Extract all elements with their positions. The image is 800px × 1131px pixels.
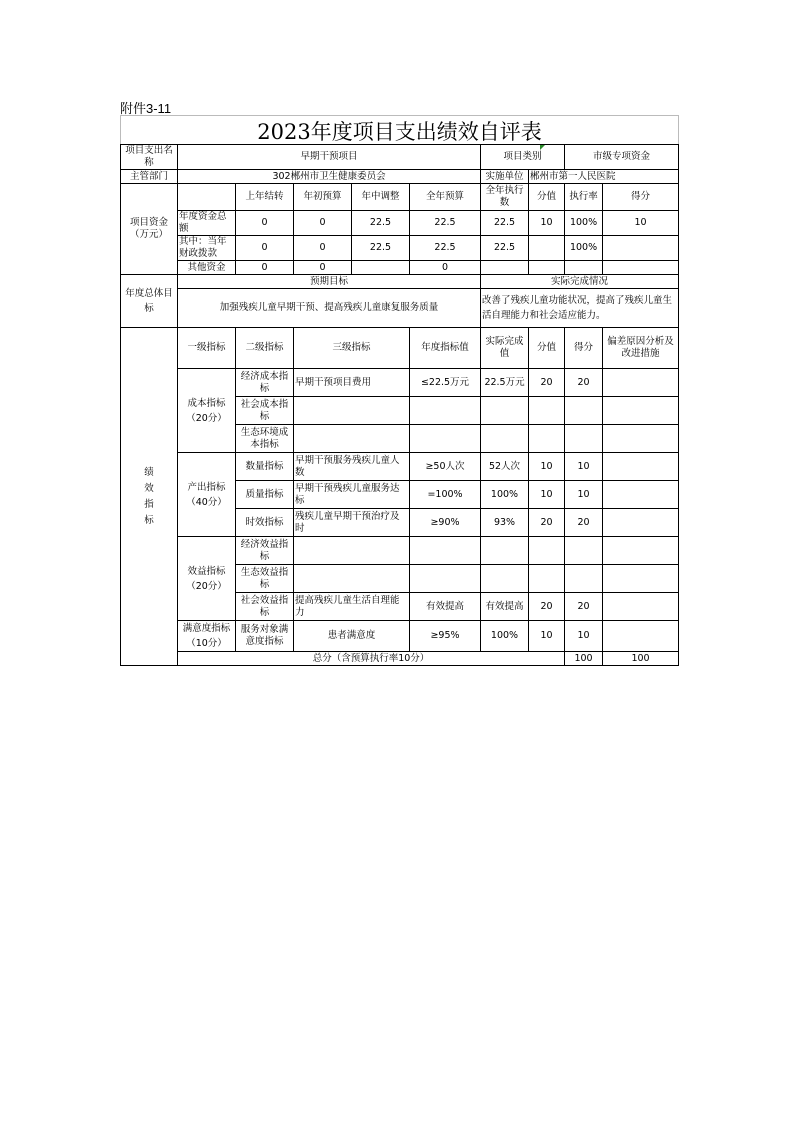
actual-cell: 93%: [481, 509, 529, 537]
reason-cell: [603, 621, 679, 652]
level2-cell: 经济效益指标: [236, 537, 294, 565]
funds-cell: 22.5: [481, 211, 529, 236]
funds-header-0: 上年结转: [236, 184, 294, 211]
funds-cell: 22.5: [481, 236, 529, 261]
funds-cell: 0: [294, 261, 352, 275]
funds-row: [121, 261, 679, 275]
score-cell: 20: [529, 593, 565, 621]
funds-row: [121, 236, 679, 261]
funds-header-7: 得分: [603, 184, 679, 211]
funds-row-name: 其中：当年财政拨款: [178, 236, 236, 261]
indicator-header-0: 一级指标: [178, 328, 236, 369]
actual-cell: 52人次: [481, 453, 529, 481]
funds-cell: 10: [603, 211, 679, 236]
goal-expected: 加强残疾儿童早期干预、提高残疾儿童康复服务质量: [178, 289, 481, 328]
level3-cell: 早期干预残疾儿童服务达标: [294, 481, 410, 509]
target-cell: =100%: [410, 481, 481, 509]
got-cell: [565, 537, 603, 565]
level1-satisfaction: 满意度指标（10分）: [178, 621, 236, 652]
level3-cell: 早期干预项目费用: [294, 369, 410, 397]
target-cell: ≥90%: [410, 509, 481, 537]
target-cell: ≥50人次: [410, 453, 481, 481]
score-cell: 10: [529, 621, 565, 652]
got-cell: [565, 565, 603, 593]
unit-value: 郴州市第一人民医院: [529, 170, 679, 184]
attachment-label: 附件3-11: [120, 101, 172, 116]
level2-cell: 生态环境成本指标: [236, 425, 294, 453]
level3-cell: 患者满意度: [294, 621, 410, 652]
score-cell: 20: [529, 509, 565, 537]
indicator-header-3: 年度指标值: [410, 328, 481, 369]
score-cell: 10: [529, 453, 565, 481]
goal-label: 年度总体目标: [121, 275, 178, 328]
funds-header-row: [121, 184, 679, 211]
funds-cell: 0: [236, 211, 294, 236]
funds-cell: 22.5: [410, 211, 481, 236]
indicator-row: [121, 537, 679, 565]
project-name-label: 项目支出名称: [121, 145, 178, 170]
score-cell: [529, 565, 565, 593]
level3-cell: [294, 565, 410, 593]
funds-header-blank: [178, 184, 236, 211]
goal-actual-header: 实际完成情况: [481, 275, 679, 289]
actual-cell: 100%: [481, 481, 529, 509]
indicator-row: [121, 369, 679, 397]
funds-row: [121, 211, 679, 236]
got-cell: 10: [565, 621, 603, 652]
evaluation-table: [120, 144, 679, 666]
indicator-header-row: [121, 328, 679, 369]
level2-cell: 社会效益指标: [236, 593, 294, 621]
funds-cell: 0: [410, 261, 481, 275]
actual-cell: 22.5万元: [481, 369, 529, 397]
level3-cell: 残疾儿童早期干预治疗及时: [294, 509, 410, 537]
unit-label: 实施单位: [481, 170, 529, 184]
level2-cell: 时效指标: [236, 509, 294, 537]
reason-cell: [603, 425, 679, 453]
category-value: 市级专项资金: [565, 145, 679, 170]
funds-cell: [529, 261, 565, 275]
funds-cell: [352, 261, 410, 275]
level1-cost: 成本指标（20分）: [178, 369, 236, 453]
funds-cell: [603, 261, 679, 275]
funds-row-name: 年度资金总额: [178, 211, 236, 236]
level2-cell: 数量指标: [236, 453, 294, 481]
funds-row-name: 其他资金: [178, 261, 236, 275]
info-row-dept: [121, 170, 679, 184]
got-cell: 20: [565, 369, 603, 397]
funds-cell: 10: [529, 211, 565, 236]
indicator-header-1: 二级指标: [236, 328, 294, 369]
actual-cell: 100%: [481, 621, 529, 652]
target-cell: [410, 565, 481, 593]
indicators-label-text: 绩效指标: [144, 466, 154, 526]
got-cell: 10: [565, 481, 603, 509]
funds-header-4: 全年执行数: [481, 184, 529, 211]
funds-header-2: 年中调整: [352, 184, 410, 211]
level2-cell: 社会成本指标: [236, 397, 294, 425]
indicator-header-2: 三级指标: [294, 328, 410, 369]
level2-cell: 生态效益指标: [236, 565, 294, 593]
reason-cell: [603, 509, 679, 537]
level3-cell: [294, 537, 410, 565]
indicator-header-7: 偏差原因分析及改进措施: [603, 328, 679, 369]
category-label: 项目类别: [481, 145, 565, 170]
score-cell: [529, 537, 565, 565]
got-cell: 10: [565, 453, 603, 481]
funds-cell: 22.5: [410, 236, 481, 261]
actual-cell: [481, 425, 529, 453]
level2-cell: 服务对象满意度指标: [236, 621, 294, 652]
total-score: 100: [565, 652, 603, 666]
total-row: [121, 652, 679, 666]
funds-label: 项目资金（万元）: [121, 184, 178, 275]
info-row-project: [121, 145, 679, 170]
indicators-label: [121, 328, 178, 666]
funds-cell: 0: [294, 236, 352, 261]
level2-cell: 经济成本指标: [236, 369, 294, 397]
indicator-row: [121, 453, 679, 481]
target-cell: [410, 397, 481, 425]
funds-cell: 22.5: [352, 211, 410, 236]
score-cell: [529, 425, 565, 453]
level3-cell: 提高残疾儿童生活自理能力: [294, 593, 410, 621]
funds-cell: 22.5: [352, 236, 410, 261]
got-cell: 20: [565, 593, 603, 621]
funds-header-6: 执行率: [565, 184, 603, 211]
dept-label: 主管部门: [121, 170, 178, 184]
reason-cell: [603, 453, 679, 481]
level3-cell: [294, 425, 410, 453]
target-cell: ≥95%: [410, 621, 481, 652]
funds-cell: 0: [236, 236, 294, 261]
reason-cell: [603, 565, 679, 593]
funds-cell: [565, 261, 603, 275]
funds-cell: [529, 236, 565, 261]
goal-expected-header: 预期目标: [178, 275, 481, 289]
funds-cell: [481, 261, 529, 275]
goal-content-row: [121, 289, 679, 328]
total-label: 总分（含预算执行率10分）: [178, 652, 565, 666]
score-cell: [529, 397, 565, 425]
actual-cell: 有效提高: [481, 593, 529, 621]
funds-header-5: 分值: [529, 184, 565, 211]
goal-header-row: [121, 275, 679, 289]
actual-cell: [481, 397, 529, 425]
got-cell: [565, 397, 603, 425]
reason-cell: [603, 397, 679, 425]
target-cell: [410, 425, 481, 453]
dept-value: 302郴州市卫生健康委员会: [178, 170, 481, 184]
funds-header-3: 全年预算: [410, 184, 481, 211]
funds-header-1: 年初预算: [294, 184, 352, 211]
actual-cell: [481, 565, 529, 593]
actual-cell: [481, 537, 529, 565]
indicator-header-5: 分值: [529, 328, 565, 369]
reason-cell: [603, 481, 679, 509]
funds-cell: 100%: [565, 236, 603, 261]
got-cell: [565, 425, 603, 453]
level1-output: 产出指标（40分）: [178, 453, 236, 537]
total-got: 100: [603, 652, 679, 666]
score-cell: 10: [529, 481, 565, 509]
reason-cell: [603, 537, 679, 565]
indicator-row: [121, 621, 679, 652]
reason-cell: [603, 369, 679, 397]
indicator-header-6: 得分: [565, 328, 603, 369]
target-cell: ≤22.5万元: [410, 369, 481, 397]
target-cell: 有效提高: [410, 593, 481, 621]
page-title: 2023年度项目支出绩效自评表: [120, 115, 679, 146]
score-cell: 20: [529, 369, 565, 397]
indicator-header-4: 实际完成值: [481, 328, 529, 369]
level1-benefit: 效益指标（20分）: [178, 537, 236, 621]
funds-cell: 100%: [565, 211, 603, 236]
level2-cell: 质量指标: [236, 481, 294, 509]
level3-cell: 早期干预服务残疾儿童人数: [294, 453, 410, 481]
funds-cell: 0: [294, 211, 352, 236]
goal-actual: 改善了残疾儿童功能状况，提高了残疾儿童生活自理能力和社会适应能力。: [481, 289, 679, 328]
target-cell: [410, 537, 481, 565]
got-cell: 20: [565, 509, 603, 537]
project-name-value: 早期干预项目: [178, 145, 481, 170]
level3-cell: [294, 397, 410, 425]
funds-cell: [603, 236, 679, 261]
reason-cell: [603, 593, 679, 621]
funds-cell: 0: [236, 261, 294, 275]
